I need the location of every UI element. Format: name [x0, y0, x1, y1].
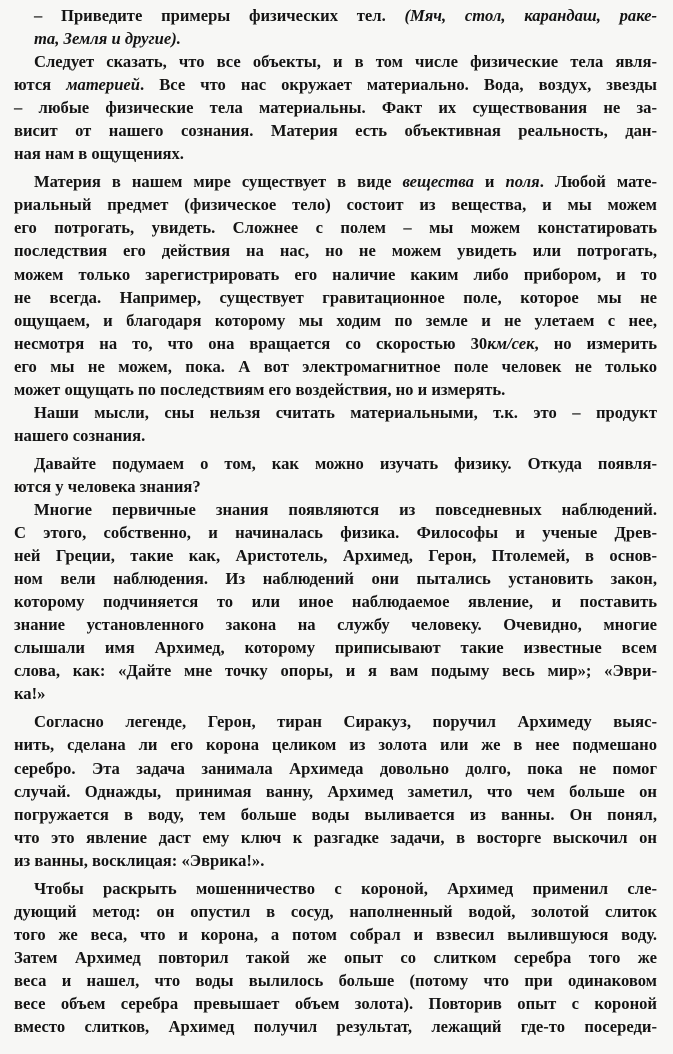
text-line-content [14, 239, 657, 262]
text-line [14, 544, 657, 567]
text-run: что это явление даст ему ключ к разгадке задачи, в восторге выскочил он [14, 827, 657, 847]
text-run: вместо слитков, Архимед получил результат, лежащий где-то посереди- [14, 1017, 657, 1037]
text-line-content [14, 803, 657, 826]
text-line [14, 452, 657, 475]
text-run: нашего сознания. [14, 425, 146, 445]
text-line [14, 992, 657, 1015]
text-line [14, 96, 657, 119]
text-line [14, 73, 657, 96]
text-line [14, 286, 657, 309]
text-line [14, 170, 657, 193]
text-line [14, 216, 657, 239]
text-run: Материя в нашем мире существует в виде [34, 172, 403, 192]
italic-text: вещества [402, 172, 474, 192]
text-run: . Любой мате- [539, 172, 657, 192]
text-line [14, 239, 657, 262]
text-run: – любые физические тела материальны. Факт их существования не за- [14, 98, 657, 118]
text-run: слышали имя Архимед, которому приписывают такие известные всем [14, 638, 657, 658]
text-line-content [14, 826, 657, 849]
text-run: последствия его действия на нас, но не можем увидеть или потрогать, [14, 241, 657, 261]
text-line [14, 877, 657, 900]
italic-text: материей [66, 75, 141, 95]
text-line [14, 193, 657, 216]
text-run: которому подчиняется то или иное наблюдаемое явление, и поставить [14, 592, 657, 612]
text-line-content [14, 780, 657, 803]
text-line [14, 900, 657, 923]
text-line [14, 475, 657, 498]
text-line-content [14, 521, 657, 544]
text-run: веса и нашел, что воды вылилось больше (потому что при одинаковом [14, 970, 657, 990]
text-run: С этого, собственно, и начиналась физика. Философы и ученые Древ- [14, 523, 657, 543]
text-line [14, 4, 657, 27]
text-line-content [14, 544, 657, 567]
text-line-content [14, 613, 657, 636]
text-line [14, 567, 657, 590]
italic-text: поля [505, 172, 540, 192]
text-run: Затем Архимед повторил такой же опыт со слитком серебра того же [14, 947, 657, 967]
text-line-content [34, 170, 657, 193]
text-line [14, 757, 657, 780]
text-line-content [14, 567, 657, 590]
text-run: Чтобы раскрыть мошенничество с короной, Архимед применил сле- [34, 878, 657, 898]
text-line [14, 780, 657, 803]
text-line-content [14, 119, 657, 142]
text-run: висит от нашего сознания. Материя есть объективная реальность, дан- [14, 121, 657, 141]
text-run: . Все что нас окружает материально. Вода, воздух, звезды [140, 75, 657, 95]
text-line-content [14, 757, 657, 780]
text-line-content [14, 309, 657, 332]
text-run: весе объем серебра превышает объем золота). Повторив опыт с короной [14, 993, 657, 1013]
text-run: можем только зарегистрировать его наличие каким либо прибором, и то [14, 264, 657, 284]
text-line [14, 1015, 657, 1038]
text-line-content [34, 401, 657, 424]
text-line [14, 263, 657, 286]
text-line [14, 826, 657, 849]
text-run: ная нам в ощущениях. [14, 144, 184, 164]
text-line-content [34, 877, 657, 900]
text-run: случай. Однажды, принимая ванну, Архимед заметил, что чем больше он [14, 781, 657, 801]
text-run: Многие первичные знания появляются из повседневных наблюдений. [34, 499, 657, 519]
text-run: – Приведите примеры физических тел. [34, 6, 405, 25]
text-line [14, 498, 657, 521]
text-line-content [14, 142, 657, 165]
text-run: Наши мысли, сны нельзя считать материальными, т.к. это – продукт [34, 402, 657, 422]
text-line [14, 332, 657, 355]
text-line [14, 710, 657, 733]
text-line-content [14, 659, 657, 682]
text-line-content [14, 733, 657, 756]
text-line [14, 733, 657, 756]
text-line-content [34, 27, 657, 50]
text-run: слова, как: «Дайте мне точку опоры, и я вам подыму весь мир»; «Эври- [14, 661, 657, 681]
text-run: ка!» [14, 684, 46, 704]
text-line [14, 969, 657, 992]
text-line-content [34, 710, 657, 733]
text-run: дующий метод: он опустил в сосуд, наполненный водой, золотой слиток [14, 901, 657, 921]
text-line [14, 590, 657, 613]
text-line [14, 682, 657, 705]
text-run: ются [14, 75, 67, 95]
text-line [14, 309, 657, 332]
text-run: того же веса, что и корона, а потом собрал и взвесил вылившуюся воду. [14, 924, 657, 944]
text-line-content [14, 923, 657, 946]
text-line-content [34, 498, 657, 521]
text-line-content [14, 992, 657, 1015]
text-run: ются у человека знания? [14, 476, 201, 496]
text-run: и [473, 172, 506, 192]
text-line-content [34, 4, 657, 27]
text-run: нить, сделана ли его корона целиком из золота или же в нее подмешано [14, 735, 657, 755]
text-run: знание установленного закона на службу человеку. Очевидно, многие [14, 615, 657, 635]
text-line [14, 803, 657, 826]
text-line-content [14, 849, 657, 872]
text-line-content [34, 50, 657, 73]
text-line-content [14, 969, 657, 992]
text-line-content [14, 332, 657, 355]
text-run: может ощущать по последствиям его воздействия, но и измерять. [14, 379, 506, 399]
text-run: ном вели наблюдения. Из наблюдений они пытались установить закон, [14, 569, 657, 589]
text-line-content [14, 286, 657, 309]
text-line-content [14, 1015, 657, 1038]
text-run: , но измерить [534, 333, 657, 353]
text-line [14, 119, 657, 142]
text-line-content [14, 96, 657, 119]
text-run: ощущаем, и благодаря которому мы ходим по земле и не улетаем с нее, [14, 310, 657, 330]
italic-text: (Мяч, стол, карандаш, раке- [404, 6, 657, 25]
text-line-content [14, 946, 657, 969]
text-line-content [14, 216, 657, 239]
text-line [14, 50, 657, 73]
text-run: Согласно легенде, Герон, тиран Сиракуз, поручил Архимеду выяс- [34, 712, 657, 732]
text-line-content [14, 193, 657, 216]
text-line-content [14, 355, 657, 378]
text-run: ней Греции, такие как, Аристотель, Архимед, Герон, Птолемей, в основ- [14, 546, 657, 566]
text-run: Следует сказать, что все объекты, и в том числе физические тела явля- [34, 52, 657, 72]
text-line-content [14, 900, 657, 923]
text-line-content [34, 452, 657, 475]
text-line-content [14, 263, 657, 286]
text-line [14, 636, 657, 659]
text-line [14, 401, 657, 424]
text-run: риальный предмет (физическое тело) состоит из вещества, и мы можем [14, 195, 657, 215]
text-run: из ванны, восклицая: «Эврика!». [14, 850, 265, 870]
italic-text: км/сек [487, 333, 535, 353]
text-run: его мы не можем, пока. А вот электромагнитное поле человек не только [14, 356, 657, 376]
text-line-content [14, 682, 657, 705]
text-run: его потрогать, увидеть. Сложнее с полем – мы можем констатировать [14, 218, 657, 238]
text-line-content [14, 475, 657, 498]
italic-text: та, Земля и другие). [34, 29, 181, 49]
text-line-content [14, 424, 657, 447]
text-line [14, 613, 657, 636]
text-run: Давайте подумаем о том, как можно изучать физику. Откуда появля- [34, 453, 657, 473]
text-line-content [14, 73, 657, 96]
text-run: не всегда. Например, существует гравитационное поле, которое мы не [14, 287, 657, 307]
text-run: серебро. Эта задача занимала Архимеда довольно долго, пока не помог [14, 758, 657, 778]
text-line [14, 659, 657, 682]
text-run: несмотря на то, что она вращается со скоростью 30 [14, 333, 488, 353]
text-line [14, 923, 657, 946]
text-line [14, 424, 657, 447]
text-line [14, 849, 657, 872]
text-line-content [14, 590, 657, 613]
text-line [14, 355, 657, 378]
text-run: погружается в воду, тем больше воды выливается из ванны. Он понял, [14, 804, 657, 824]
text-line [14, 521, 657, 544]
text-line [14, 142, 657, 165]
text-line [14, 946, 657, 969]
text-line-content [14, 378, 657, 401]
text-line [14, 27, 657, 50]
text-line-content [14, 636, 657, 659]
text-line [14, 378, 657, 401]
